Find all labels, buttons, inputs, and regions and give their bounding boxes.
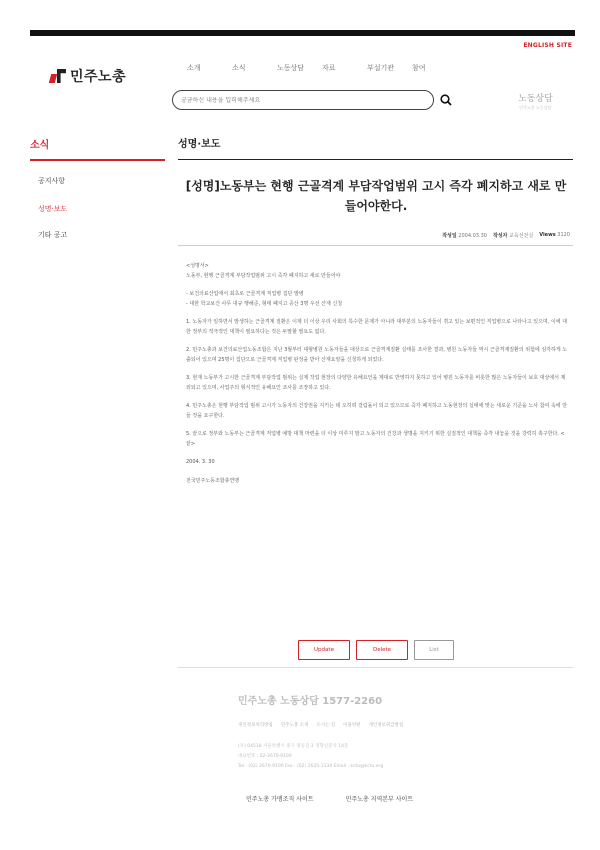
- sidebar-item-other[interactable]: 기타 공고: [38, 231, 68, 239]
- update-button[interactable]: Update: [298, 640, 350, 660]
- footer-sites: [246, 794, 413, 803]
- body-line: 노동부, 현행 근골격계 부담작업범위 고시 즉각 폐지하고 새로 만들어야: [186, 272, 341, 279]
- post-date: 2004.03.30: [458, 233, 487, 239]
- footer-link[interactable]: 오시는 길: [316, 723, 336, 728]
- consult-link[interactable]: [518, 91, 553, 111]
- footer-link[interactable]: 민주노총 소개: [280, 723, 309, 728]
- author-label: 작성자: [492, 233, 508, 239]
- top-bar: [30, 30, 575, 36]
- footer-link[interactable]: 개인정보취급방침: [368, 723, 404, 728]
- sidebar-item-notice[interactable]: 공지사항: [38, 177, 66, 185]
- post-title: [성명]노동부는 현행 근골격계 부담작업범위 고시 즉각 폐지하고 새로 만들어야한다.: [185, 179, 567, 213]
- search-icon[interactable]: [440, 94, 452, 106]
- consult-subtitle: 민주노총 노동상담: [519, 105, 552, 110]
- body-paragraph: 3. 현재 노동부가 고시한 근골격계 부담작업 범위는 실제 작업 현장의 다양한 유해요인을 제대로 반영하지 못하고 있어 병원 노동자를 비롯한 많은 노동자들이 보호 대상에서 제외되고 있으며, 사업주의 형식적인 유해요인 조사를 조장하고 있다.: [186, 375, 566, 391]
- phone-line: 대표번호 : 02-2670-9100: [238, 754, 292, 759]
- sidebar-divider: [30, 159, 165, 161]
- footer-links: [238, 722, 403, 728]
- post-meta: [442, 232, 570, 239]
- sidebar-title: 소식: [30, 140, 50, 151]
- footer-link[interactable]: 개인정보처리방침: [238, 723, 273, 728]
- body-line: - 대한 학교보건 사무 내규 행해준, 형태 폐지고 증산 3명 우선 산재 신청: [186, 300, 343, 307]
- sidebar-item-statement[interactable]: 성명·보도: [38, 205, 68, 213]
- body-paragraph: 2. 민주노총과 보건의료산업노동조합은 지난 3월부터 대형병원 노동자들을 대상으로 근골격계질환 실태를 조사한 결과, 병원 노동자들 역시 근골격계질환의 위험에 심각하게 노출되어 있으며 25명이 집단으로 근골격계 직업병 판정을 받아 산재요양을 신청하게 되었다.: [186, 347, 568, 363]
- contact-line: Tel : (02) 2670-9100 Fax : (02) 2635-1134 Email : kctu@kctu.org: [238, 764, 384, 769]
- post-views: 3120: [557, 232, 570, 238]
- page-title: 성명·보도: [178, 139, 221, 150]
- nav-item-consult[interactable]: 노동상담: [277, 64, 305, 72]
- footer-link[interactable]: 이용약관: [343, 723, 361, 728]
- body-date: 2004. 3. 30: [186, 459, 215, 465]
- search-input[interactable]: [181, 97, 433, 104]
- main-nav: [187, 63, 457, 73]
- nav-item-intro[interactable]: 소개: [187, 64, 201, 72]
- views-label: Views: [539, 232, 556, 238]
- meta-divider: [178, 245, 573, 246]
- body-paragraph: 4. 민주노총은 현행 부담작업 범위 고시가 노동자의 건강권을 지키는 데 오히려 걸림돌이 되고 있으므로 즉각 폐지하고 노동현장의 실태에 맞는 새로운 기준을 노사 참여 속에 만들 것을 요구한다.: [186, 403, 568, 419]
- body-paragraph: 1. 노동자가 일하면서 발생하는 근골격계 질환은 이제 더 이상 우리 사회의 특수한 문제가 아니라 대부분의 노동자들이 겪고 있는 보편적인 직업병으로 나타나고 있으며, 이에 대한 정부의 적극적인 대책이 필요하다는 것은 두말할 필요도 없다.: [186, 319, 568, 335]
- nav-item-participate[interactable]: 참여: [412, 64, 426, 72]
- body-line: - 보건의료산업에서 최초로 근골격계 직업병 집단 발병: [186, 291, 304, 297]
- post-author: 교육선전실: [509, 233, 534, 239]
- delete-button[interactable]: Delete: [356, 640, 408, 660]
- post-body: [186, 262, 568, 495]
- body-paragraph: 5. 끝으로 정부와 노동부는 근골격계 직업병 예방 대책 마련을 더 이상 미루지 말고 노동자의 건강과 생명을 지키기 위한 실질적인 대책을 즉각 내놓을 것을 강력히 촉구한다. <끝>: [186, 431, 565, 447]
- regional-sites-link[interactable]: 민주노총 지역본부 사이트: [345, 796, 414, 803]
- title-divider: [178, 159, 573, 160]
- logo-text: 민주노총: [70, 69, 127, 85]
- logo[interactable]: [50, 66, 126, 86]
- footer-address: [238, 742, 383, 772]
- nav-item-affiliates[interactable]: 부설기관: [367, 64, 395, 72]
- logo-mark-icon: [50, 69, 66, 83]
- post-actions: [298, 640, 454, 660]
- affiliate-sites-link[interactable]: 민주노총 가맹조직 사이트: [246, 796, 314, 803]
- body-heading: <성명서>: [186, 263, 209, 269]
- english-site-link[interactable]: ENGLISH SITE: [523, 42, 572, 49]
- date-label: 작성일: [442, 233, 457, 239]
- footer-divider: [178, 667, 573, 668]
- search-bar: [172, 90, 434, 110]
- footer-brand: 민주노총 노동상담 1577-2260: [238, 696, 383, 707]
- address-line: (우) 04518 서울특별시 중구 정동길 3 경향신문사 14층: [238, 744, 349, 749]
- nav-item-resources[interactable]: 자료: [322, 64, 336, 72]
- body-signature: 전국민주노동조합총연맹: [186, 477, 240, 484]
- list-button[interactable]: List: [414, 640, 454, 660]
- nav-item-news[interactable]: 소식: [232, 64, 246, 72]
- consult-title: 노동상담: [518, 94, 553, 104]
